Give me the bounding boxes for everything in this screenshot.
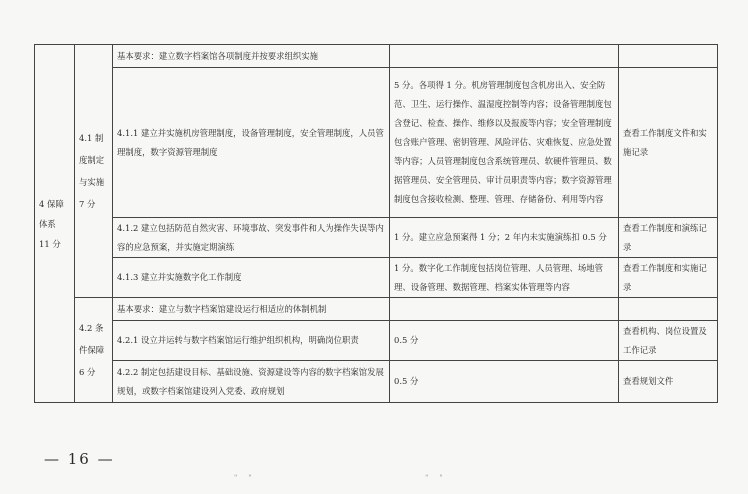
- table-row: [35, 298, 718, 321]
- page-number: — 16 —: [44, 450, 115, 468]
- category-cell: 4 保障 体系 11 分: [35, 45, 75, 403]
- table-row: [35, 361, 718, 403]
- score-cell: 0.5 分: [390, 361, 619, 403]
- method-cell: 查看工作制度文件和实施记录: [619, 68, 718, 218]
- method-cell: 查看规划文件: [619, 361, 718, 403]
- method-cell: 查看工作制度和实施记录: [619, 258, 718, 298]
- table-row: [35, 258, 718, 298]
- table-row: [35, 321, 718, 361]
- method-cell: [619, 45, 718, 68]
- score-cell: [390, 45, 619, 68]
- evaluation-table: [34, 44, 718, 403]
- score-cell: [390, 298, 619, 321]
- content-cell: 4.2.2 制定包括建设目标、基础设施、资源建设等内容的数字档案馆发展规划，或数字档案馆建设列入党委、政府规划: [113, 361, 390, 403]
- table-row: [35, 218, 718, 258]
- subcategory-cell-4-2: 4.2 条 件保障 6 分: [75, 298, 113, 403]
- table-row: [35, 68, 718, 218]
- method-cell: [619, 298, 718, 321]
- content-cell: 4.2.1 设立并运转与数字档案馆运行维护组织机构，明确岗位职责: [113, 321, 390, 361]
- basic-requirement-cell: 基本要求：建立与数字档案馆建设运行相适应的体制机制: [113, 298, 390, 321]
- score-cell: 5 分。各项得 1 分。机房管理制度包含机房出入、安全防范、卫生、运行操作、温湿度控制等内容；设备管理制度包含登记、检查、操作、维修以及报废等内容；安全管理制度包含账户管理、密钥管理、风险评估、灾难恢复、应急处置等内容；人员管理制度包含系统管理员、软硬件管理员、数据管理员、安全管理员、审计员职责等内容；数字资源管理制度包含接收检测、整理、管理、存储备份、利用等内容: [390, 68, 619, 218]
- score-cell: 1 分。建立应急预案得 1 分；2 年内未实施演练扣 0.5 分: [390, 218, 619, 258]
- score-cell: 0.5 分: [390, 321, 619, 361]
- content-cell: 4.1.3 建立并实施数字化工作制度: [113, 258, 390, 298]
- subcategory-cell-4-1: 4.1 制 度制定 与实施 7 分: [75, 45, 113, 298]
- table-row: [35, 45, 718, 68]
- method-cell: 查看工作制度和演练记录: [619, 218, 718, 258]
- content-cell: 4.1.2 建立包括防范自然灾害、环境事故、突发事件和人为操作失误等内容的应急预案，并实施定期演练: [113, 218, 390, 258]
- basic-requirement-cell: 基本要求：建立数字档案馆各项制度并按要求组织实施: [113, 45, 390, 68]
- score-cell: 1 分。数字化工作制度包括岗位管理、人员管理、场地管理、设备管理、数据管理、档案实体管理等内容: [390, 258, 619, 298]
- stray-marks: " " " ": [234, 474, 443, 482]
- content-cell: 4.1.1 建立并实施机房管理制度，设备管理制度，安全管理制度，人员管理制度，数字资源管理制度: [113, 68, 390, 218]
- method-cell: 查看机构、岗位设置及工作记录: [619, 321, 718, 361]
